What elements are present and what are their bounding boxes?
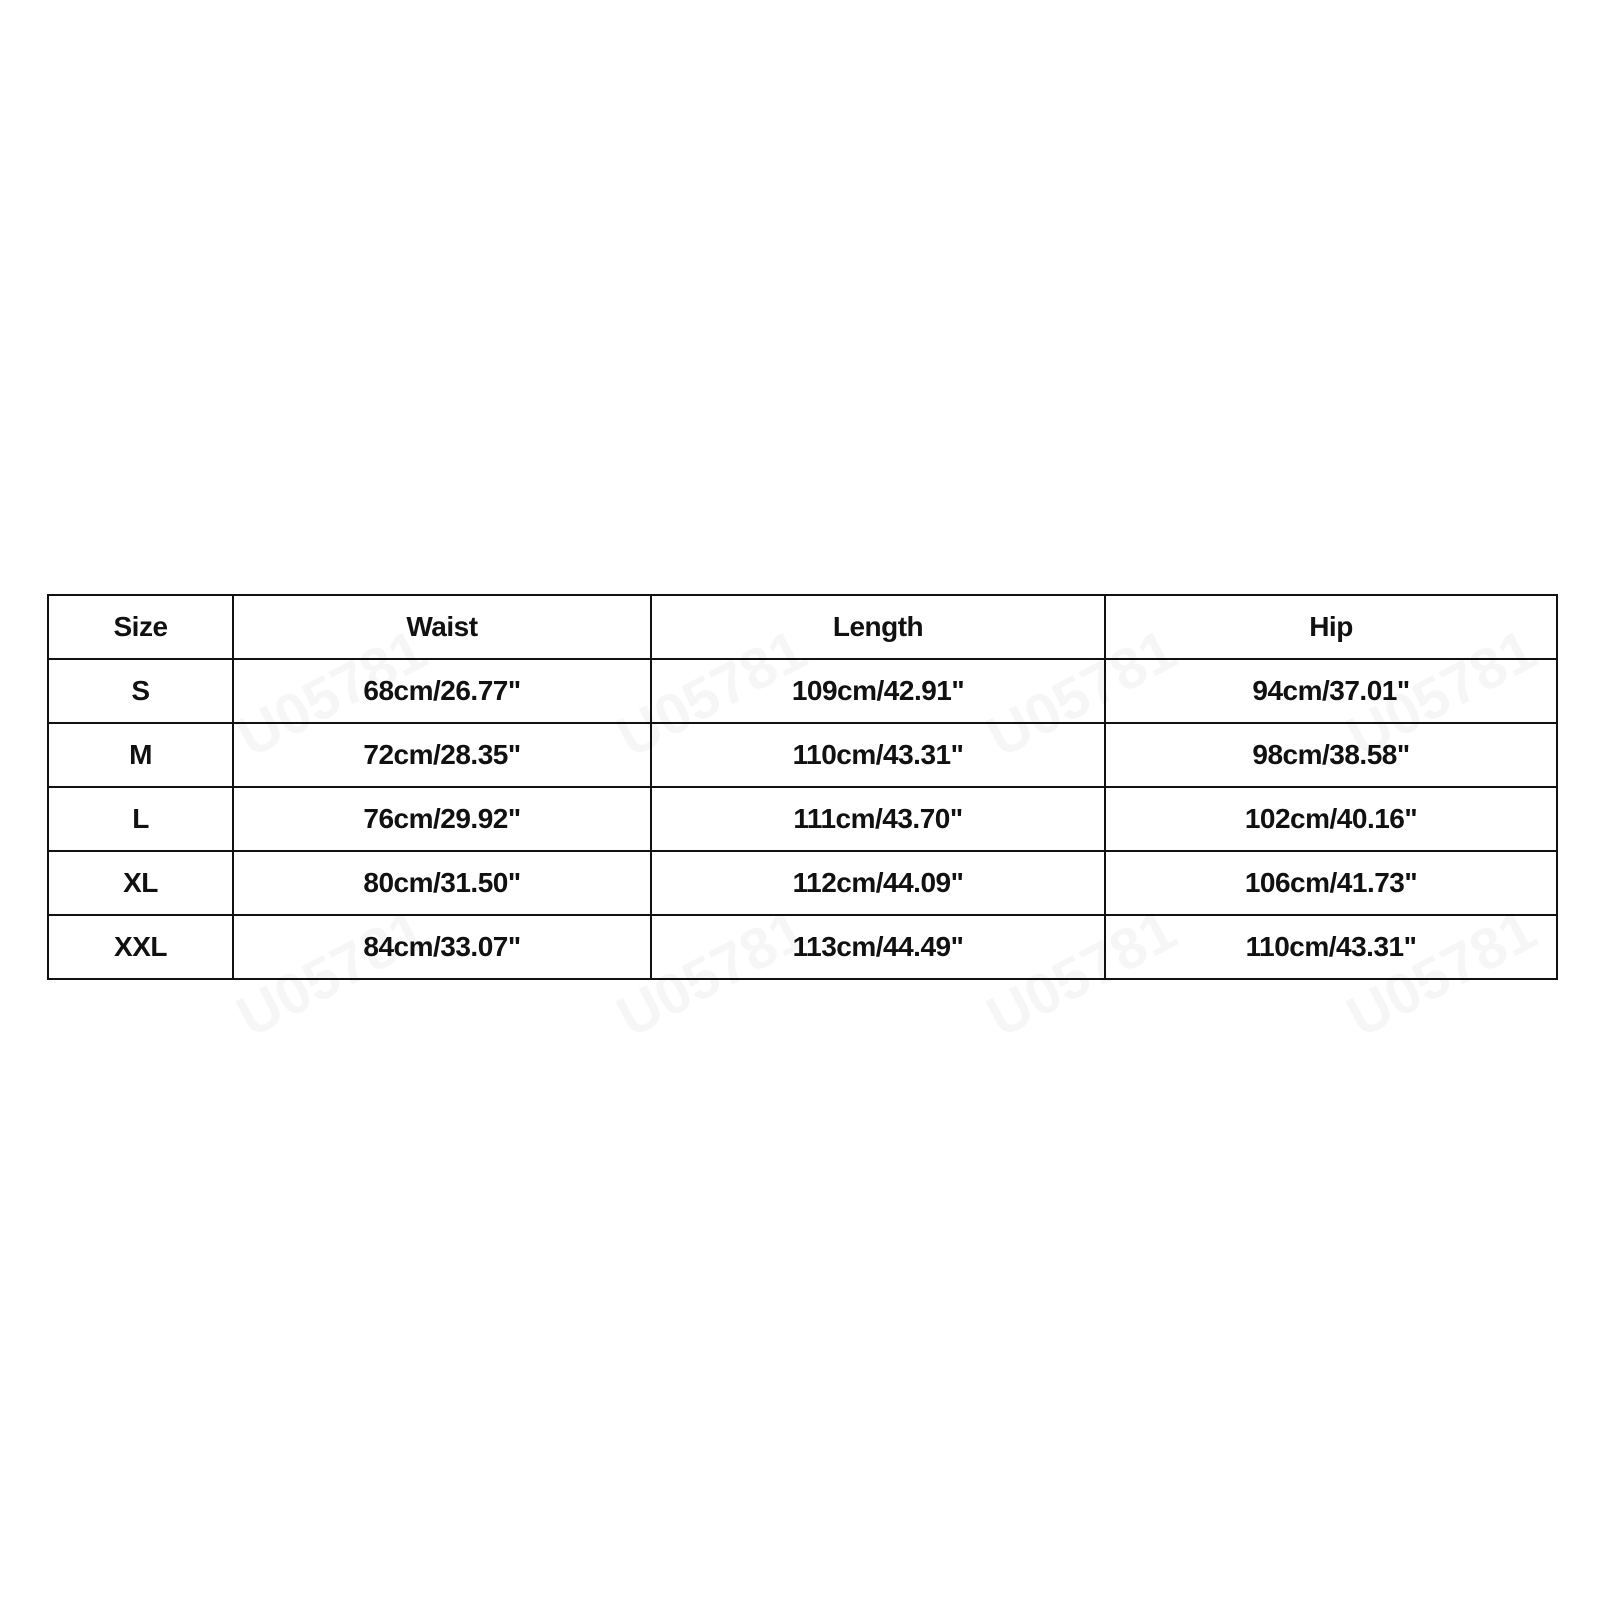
cell-length: 113cm/44.49" xyxy=(651,915,1105,979)
cell-size: XXL xyxy=(48,915,233,979)
cell-size: L xyxy=(48,787,233,851)
cell-size: S xyxy=(48,659,233,723)
cell-length: 112cm/44.09" xyxy=(651,851,1105,915)
cell-length: 111cm/43.70" xyxy=(651,787,1105,851)
table-row xyxy=(48,851,1557,915)
cell-hip: 106cm/41.73" xyxy=(1105,851,1557,915)
cell-hip: 98cm/38.58" xyxy=(1105,723,1557,787)
header-hip: Hip xyxy=(1105,595,1557,659)
size-chart-table xyxy=(47,594,1558,980)
cell-waist: 72cm/28.35" xyxy=(233,723,651,787)
header-size: Size xyxy=(48,595,233,659)
cell-hip: 94cm/37.01" xyxy=(1105,659,1557,723)
cell-waist: 68cm/26.77" xyxy=(233,659,651,723)
cell-waist: 80cm/31.50" xyxy=(233,851,651,915)
cell-size: XL xyxy=(48,851,233,915)
header-length: Length xyxy=(651,595,1105,659)
cell-hip: 110cm/43.31" xyxy=(1105,915,1557,979)
cell-length: 110cm/43.31" xyxy=(651,723,1105,787)
table-row xyxy=(48,723,1557,787)
table-row xyxy=(48,915,1557,979)
table-row xyxy=(48,659,1557,723)
table-row xyxy=(48,787,1557,851)
cell-size: M xyxy=(48,723,233,787)
cell-waist: 84cm/33.07" xyxy=(233,915,651,979)
cell-hip: 102cm/40.16" xyxy=(1105,787,1557,851)
header-waist: Waist xyxy=(233,595,651,659)
cell-length: 109cm/42.91" xyxy=(651,659,1105,723)
table-header-row xyxy=(48,595,1557,659)
cell-waist: 76cm/29.92" xyxy=(233,787,651,851)
